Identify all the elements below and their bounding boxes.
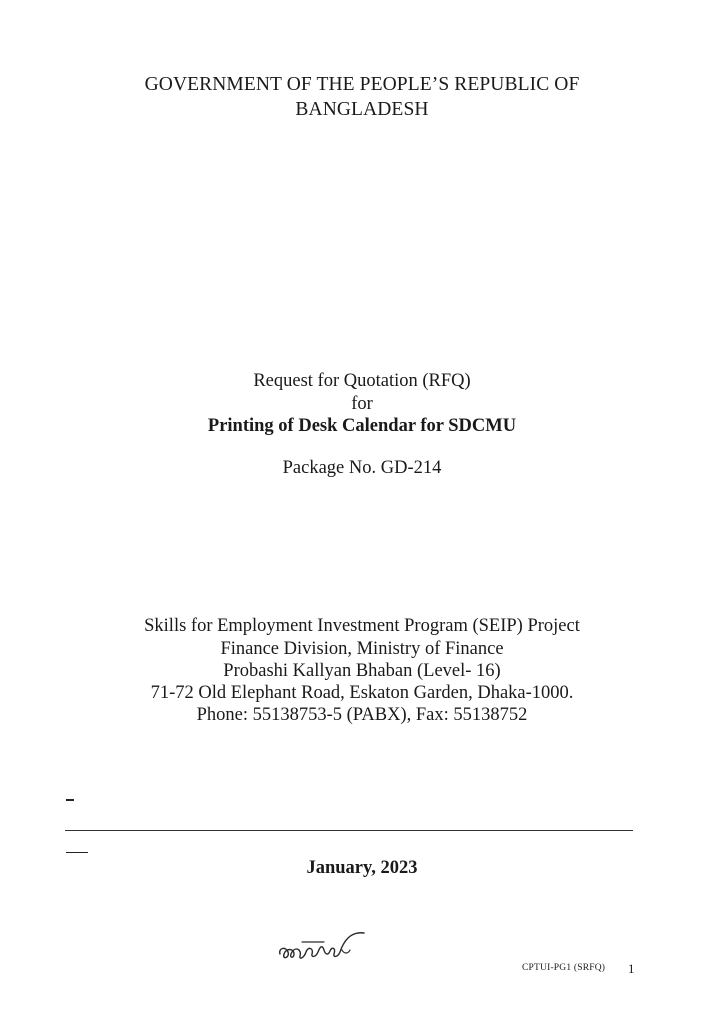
government-heading-line2: BANGLADESH <box>295 99 429 120</box>
page-number: 1 <box>628 961 635 976</box>
address-line-phone: Phone: 55138753-5 (PABX), Fax: 55138752 <box>196 705 528 725</box>
rfq-subject: Printing of Desk Calendar for SDCMU <box>207 416 517 436</box>
address-line-building: Probashi Kallyan Bhaban (Level- 16) <box>223 661 501 681</box>
margin-dash-mark <box>66 799 74 801</box>
form-code: CPTUI-PG1 (SRFQ) <box>522 963 606 973</box>
signature-icon <box>272 924 372 970</box>
document-date: January, 2023 <box>306 858 418 878</box>
address-line-division: Finance Division, Ministry of Finance <box>220 639 504 659</box>
margin-short-rule <box>66 852 88 853</box>
package-number: Package No. GD-214 <box>282 458 442 478</box>
address-line-street: 71-72 Old Elephant Road, Eskaton Garden, Dhaka-1000. <box>150 683 574 703</box>
rfq-for: for <box>351 394 373 414</box>
rfq-title: Request for Quotation (RFQ) <box>253 371 471 391</box>
horizontal-rule <box>65 830 633 831</box>
address-line-project: Skills for Employment Investment Program (SEIP) Project <box>144 616 580 636</box>
government-heading-line1: GOVERNMENT OF THE PEOPLE’S REPUBLIC OF <box>144 74 580 95</box>
